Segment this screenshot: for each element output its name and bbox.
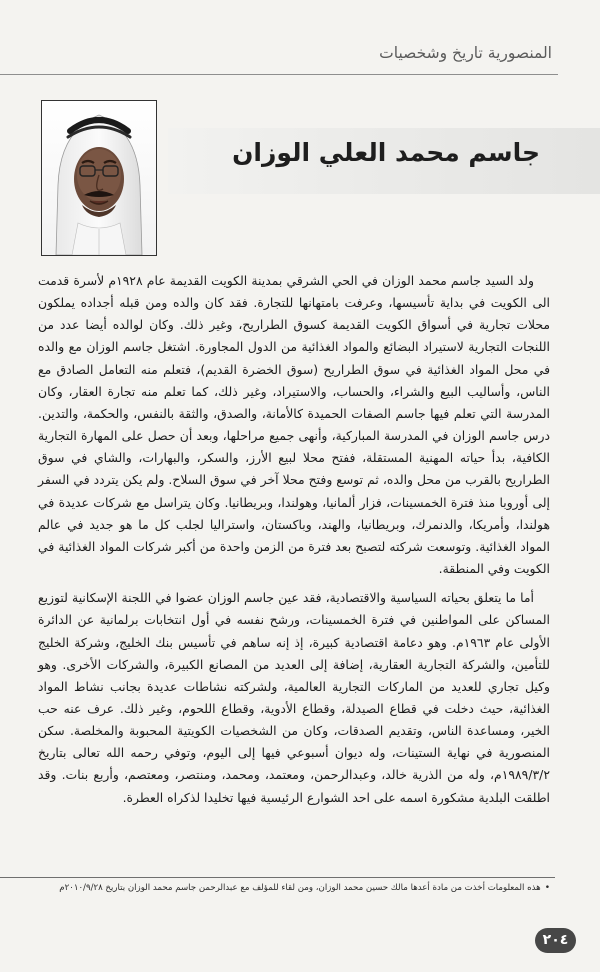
- header-divider: [0, 74, 558, 75]
- footnote-divider: [0, 877, 555, 878]
- person-portrait: [41, 100, 157, 256]
- biography-text: [38, 270, 550, 809]
- footnote-text: هذه المعلومات أخذت من مادة أعدها مالك حسين محمد الوزان، ومن لقاء للمؤلف مع عبدالرحمن جاسم محمد الوزان بتاريخ ٢٠١٠/٩/٢٨م: [59, 883, 541, 893]
- portrait-photo: [42, 101, 156, 255]
- person-name-title: جاسم محمد العلي الوزان: [232, 138, 540, 167]
- running-header: المنصورية تاريخ وشخصيات: [379, 44, 552, 62]
- biography-paragraph: أما ما يتعلق بحياته السياسية والاقتصادية، فقد عين جاسم الوزان عضوا في اللجنة الإسكانية لتوزيع المساكن على المواطنين في فترة الخمسينات، ورشح نفسه في أول انتخابات برلمانية عن الدائرة الأولى عام ١٩٦٣م. وهو دعامة اقتصادية كبيرة، إذ إنه ساهم في تأسيس بنك الخليج، وشركة الخليج للتأمين، والشركة التجارية العقارية، إضافة إلى العديد من المصانع الكبيرة، والشركات الأخرى. وهو وكيل تجاري للعديد من الماركات التجارية العالمية، ولشركته نشاطات عديدة بجانب نشاط المواد الغذائية، حيث دخلت في قطاع الصيدلة، وقطاع الأدوية، وقطاع اللحوم، وغير ذلك. عرف عنه حب الخير، ومساعدة الناس، وتقديم الصدقات، وكان من الشخصيات الكويتية المحبوبة والمخلصة. سكن المنصورية في نهاية الستينات، وله ديوان أسبوعي فيها إلى اليوم، وتوفي رحمه الله تعالى بتاريخ ١٩٨٩/٣/٢م، وله من الذرية خالد، وعبدالرحمن، ومعتمد، ومحمد، ومنتصر، ومعتصم، وأربع بنات. وقد اطلقت البلدية مشكورة اسمه على احد الشوارع الرئيسية فيها تخليدا لذكراه العطرة.: [38, 590, 550, 805]
- page-number: ٢٠٤: [535, 928, 576, 953]
- biography-paragraph: ولد السيد جاسم محمد الوزان في الحي الشرقي بمدينة الكويت القديمة عام ١٩٢٨م لأسرة قدمت الى الكويت في بداية تأسيسها، وعرفت بامتهانها للتجارة. فقد كان والده ومن قبله أجداده يملكون محلات تجارية في أسواق الكويت القديمة كسوق الطراريح، وغير ذلك. وكان لوالده أيضا عدد من اللنجات التجارية لاستيراد البضائع والمواد الغذائية من الدول المجاورة. اشتغل جاسم الوزان مع والده في محل المواد الغذائية في سوق الطراريح (سوق الخضرة القديم)، فتعلم منه التعامل الصادق مع الناس، وأساليب البيع والشراء، والحساب، والاستيراد، وغير ذلك، كما تعلم منه تجارة العقار، وكان المدرسة التي تعلم فيها جاسم الصفات الحميدة كالأمانة، والصدق، والثقة بالنفس، والحكمة، والتدين. درس جاسم الوزان في المدرسة المباركية، وأنهى جميع مراحلها، وبعد أن حصل على المهارة التجارية الكافية، بدأ حياته المهنية المستقلة، ففتح محلا لبيع الأرز، والسكر، والبهارات، والشاي في سوق الطراريح بالقرب من محل والده، ثم توسع وفتح محلا آخر في سوق السلاح. ولم يكن يتردد في السفر إلى أوروبا منذ فترة الخمسينات، فزار ألمانيا، وهولندا، وبريطانيا. وكان يتراسل مع شركات عديدة في هولندا، وأمريكا، والدنمرك، وبريطانيا، والهند، وباكستان، واستراليا لجلب كل ما هو جديد في عالم المواد الغذائية. وتوسعت شركته لتصبح بعد فترة من الزمن واحدة من أكبر شركات المواد الغذائية في الكويت وفي المنطقة.: [38, 273, 550, 577]
- footnote: [0, 883, 550, 893]
- footnote-bullet-icon: •: [544, 883, 550, 893]
